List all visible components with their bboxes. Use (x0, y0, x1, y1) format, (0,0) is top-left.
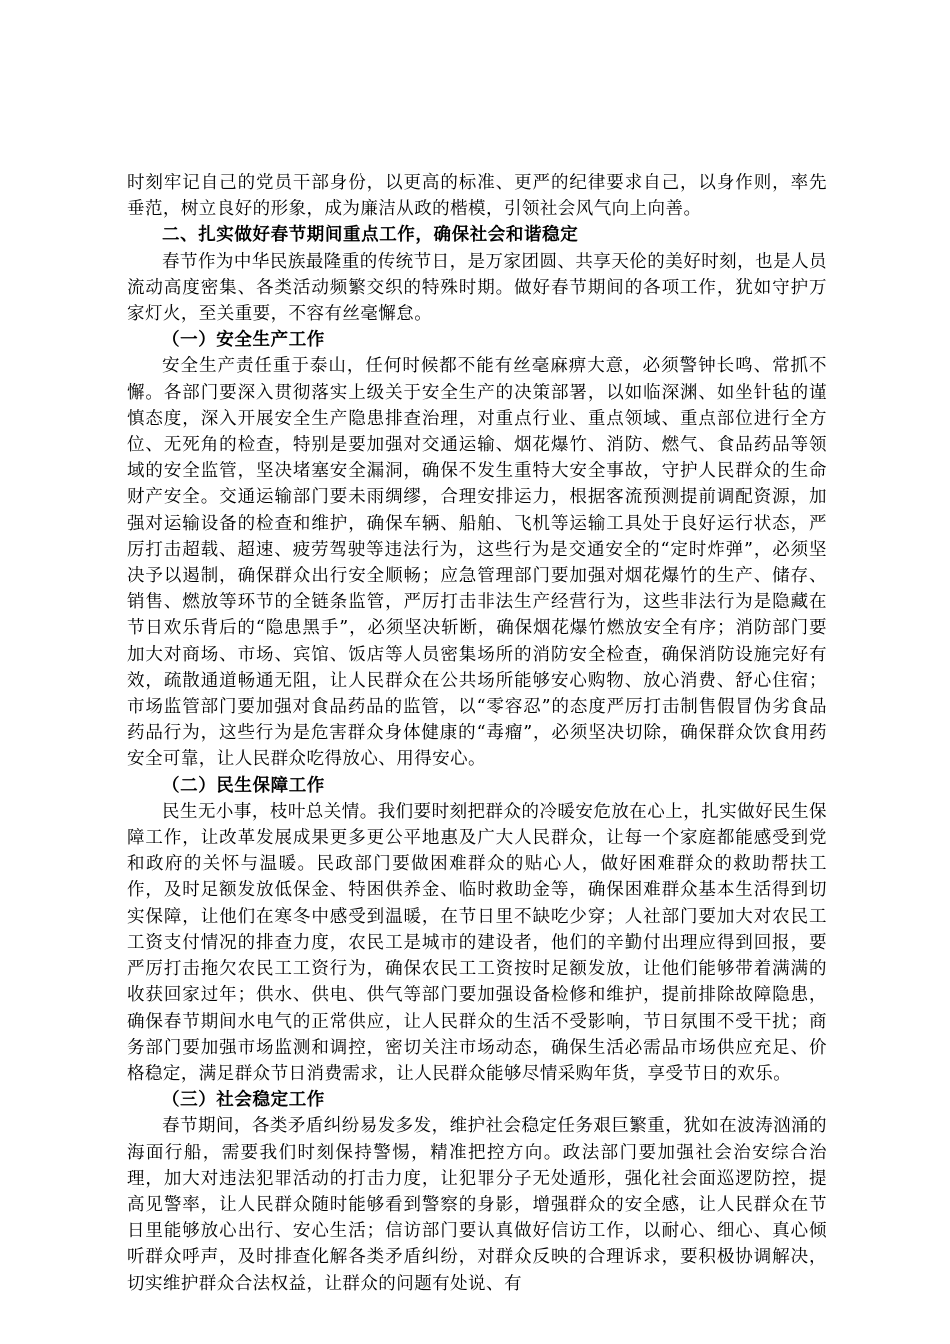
subsection-1-body: 安全生产责任重于泰山，任何时候都不能有丝毫麻痹大意，必须警钟长鸣、常抓不懈。各部门要深入贯彻落实上级关于安全生产的决策部署，以如临深渊、如坐针毡的谨慎态度，深入开展安全生产隐患排查治理，对重点行业、重点领域、重点部位进行全方位、无死角的检查，特别是要加强对交通运输、烟花爆竹、消防、燃气、食品药品等领域的安全监管，坚决堵塞安全漏洞，确保不发生重特大安全事故，守护人民群众的生命财产安全。交通运输部门要未雨绸缪，合理安排运力，根据客流预测提前调配资源，加强对运输设备的检查和维护，确保车辆、船舶、飞机等运输工具处于良好运行状态，严厉打击超载、超速、疲劳驾驶等违法行为，这些行为是交通安全的“定时炸弹”，必须坚决予以遏制，确保群众出行安全顺畅；应急管理部门要加强对烟花爆竹的生产、储存、销售、燃放等环节的全链条监管，严厉打击非法生产经营行为，这些非法行为是隐藏在节日欢乐背后的“隐患黑手”，必须坚决斩断，确保烟花爆竹燃放安全有序；消防部门要加大对商场、市场、宾馆、饭店等人员密集场所的消防安全检查，确保消防设施完好有效，疏散通道畅通无阻，让人民群众在公共场所能够安心购物、放心消费、舒心住宿；市场监管部门要加强对食品药品的监管，以“零容忍”的态度严厉打击制售假冒伪劣食品药品行为，这些行为是危害群众身体健康的“毒瘤”，必须坚决切除，确保群众饮食用药安全可靠，让人民群众吃得放心、用得安心。 (127, 356, 827, 770)
section-2-heading: 二、扎实做好春节期间重点工作，确保社会和谐稳定 (162, 225, 579, 246)
paragraph-continuation: 时刻牢记自己的党员干部身份，以更高的标准、更严的纪律要求自己，以身作则，率先垂范，树立良好的形象，成为廉洁从政的楷模，引领社会风气向上向善。 (127, 173, 827, 220)
subsection-3-heading: （三）社会稳定工作 (162, 1090, 325, 1111)
subsection-1-heading: （一）安全生产工作 (162, 330, 325, 351)
subsection-3-body: 春节期间，各类矛盾纠纷易发多发，维护社会稳定任务艰巨繁重，犹如在波涛汹涌的海面行船，需要我们时刻保持警惕，精准把控方向。政法部门要加强社会治安综合治理，加大对违法犯罪活动的打击力度，让犯罪分子无处遁形，强化社会面巡逻防控，提高见警率，让人民群众随时能够看到警察的身影，增强群众的安全感，让人民群众在节日里能够放心出行、安心生活；信访部门要认真做好信访工作，以耐心、细心、真心倾听群众呼声，及时排查化解各类矛盾纠纷，对群众反映的合理诉求，要积极协调解决，切实维护群众合法权益，让群众的问题有处说、有 (127, 1116, 827, 1294)
subsection-2-body: 民生无小事，枝叶总关情。我们要时刻把群众的冷暖安危放在心上，扎实做好民生保障工作，让改革发展成果更多更公平地惠及广大人民群众，让每一个家庭都能感受到党和政府的关怀与温暖。民政部门要做困难群众的贴心人，做好困难群众的救助帮扶工作，及时足额发放低保金、特困供养金、临时救助金等，确保困难群众基本生活得到切实保障，让他们在寒冬中感受到温暖，在节日里不缺吃少穿；人社部门要加大对农民工工资支付情况的排查力度，农民工是城市的建设者，他们的辛勤付出理应得到回报，要严厉打击拖欠农民工工资行为，确保农民工工资按时足额发放，让他们能够带着满满的收获回家过年；供水、供电、供气等部门要加强设备检修和维护，提前排除故障隐患，确保春节期间水电气的正常供应，让人民群众的生活不受影响，节日氛围不受干扰；商务部门要加强市场监测和调控，密切关注市场动态，确保生活必需品市场供应充足、价格稳定，满足群众节日消费需求，让人民群众能够尽情采购年货，享受节日的欢乐。 (127, 801, 827, 1084)
subsection-2-heading: （二）民生保障工作 (162, 775, 325, 796)
document-page (127, 170, 827, 1297)
section-2-intro: 春节作为中华民族最隆重的传统节日，是万家团圆、共享天伦的美好时刻，也是人员流动高度密集、各类活动频繁交织的特殊时期。做好春节期间的各项工作，犹如守护万家灯火，至关重要，不容有丝毫懈怠。 (127, 251, 827, 325)
